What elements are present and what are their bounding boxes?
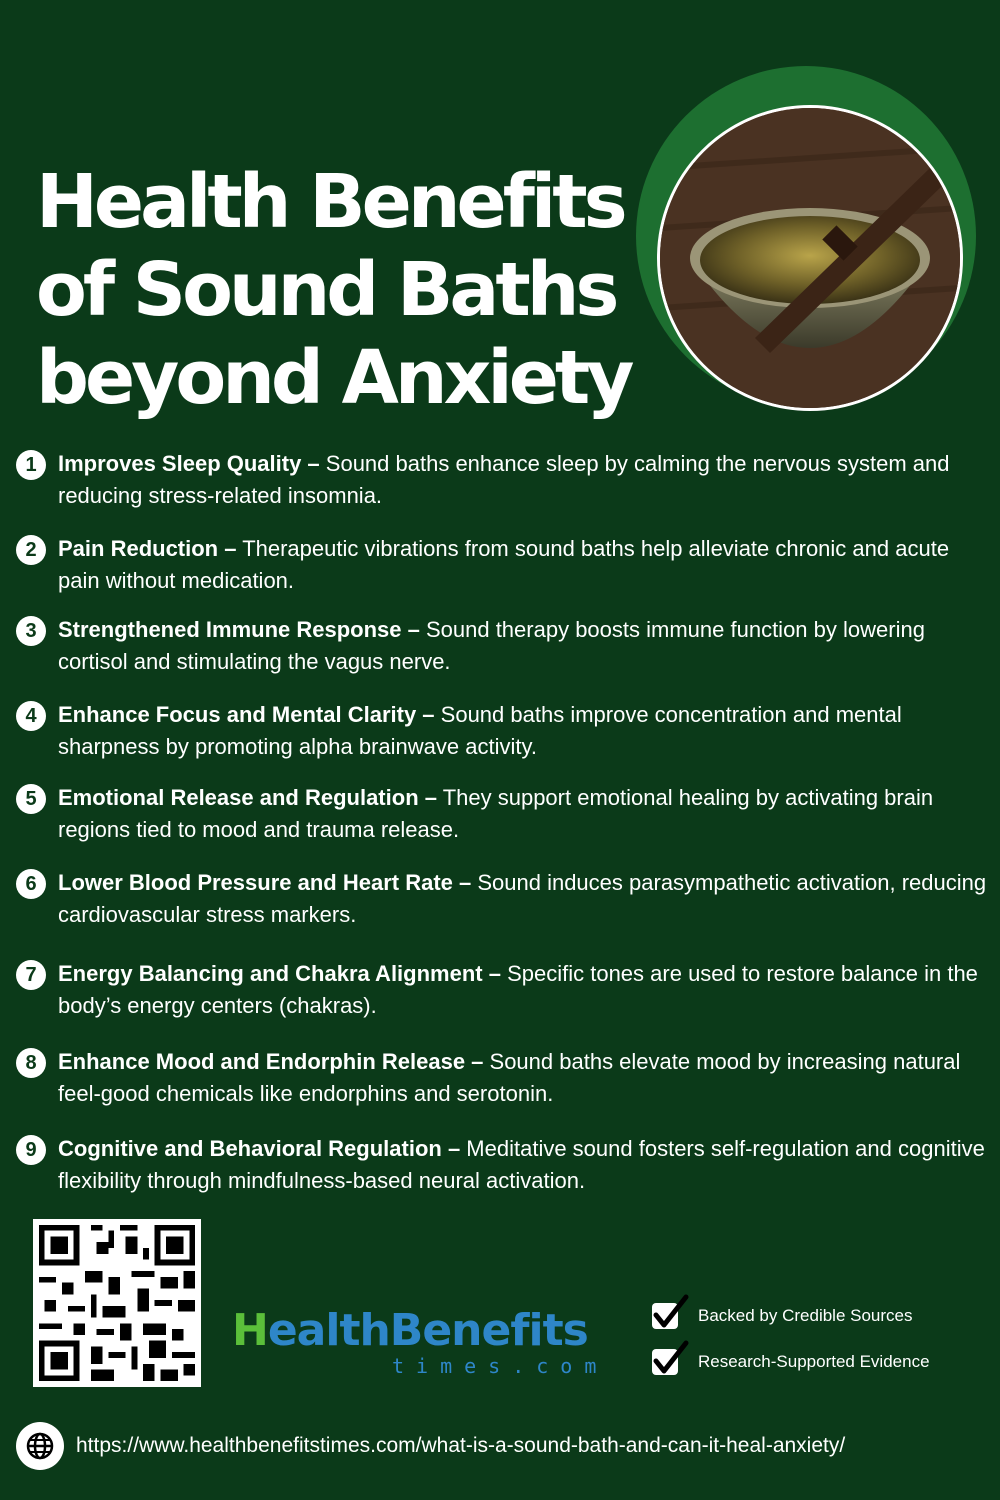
benefit-description: Sound baths elevate mood by increasing natural feel-good chemicals like endorphins and serotonin. (58, 1049, 961, 1106)
logo-subtext: times.com (392, 1354, 609, 1378)
singing-bowl-photo (657, 105, 963, 411)
list-item (16, 699, 991, 763)
benefit-description: Sound induces parasympathetic activation, reducing cardiovascular stress markers. (58, 870, 987, 927)
benefit-heading: Emotional Release and Regulation – (58, 785, 437, 810)
benefit-heading: Enhance Focus and Mental Clarity – (58, 702, 435, 727)
benefit-description: Specific tones are used to restore balance in the body’s energy centers (chakras). (58, 961, 978, 1018)
benefit-description: Sound baths enhance sleep by calming the nervous system and reducing stress-related insomnia. (58, 451, 950, 508)
list-item (16, 867, 991, 931)
benefit-heading: Strengthened Immune Response – (58, 617, 420, 642)
list-item (16, 782, 991, 846)
qr-code[interactable] (33, 1219, 201, 1387)
benefit-text (58, 1046, 991, 1110)
benefit-description: Sound therapy boosts immune function by lowering cortisol and stimulating the vagus nerve. (58, 617, 925, 674)
globe-icon (16, 1422, 64, 1470)
logo-main-text: ealthBenefits (267, 1305, 588, 1356)
source-url-link[interactable]: https://www.healthbenefitstimes.com/what-is-a-sound-bath-and-can-it-heal-anxiety/ (76, 1434, 846, 1457)
number-badge: 5 (16, 784, 46, 814)
benefit-text (58, 614, 991, 678)
benefit-text (58, 699, 991, 763)
benefit-text (58, 1133, 991, 1197)
number-badge: 2 (16, 535, 46, 565)
check-label: Research-Supported Evidence (698, 1352, 930, 1371)
number-badge: 7 (16, 960, 46, 990)
check-item (652, 1303, 982, 1329)
number-badge: 8 (16, 1048, 46, 1078)
benefit-heading: Pain Reduction – (58, 536, 237, 561)
logo-wordmark (232, 1306, 592, 1356)
check-label: Backed by Credible Sources (698, 1306, 913, 1325)
list-item (16, 614, 991, 678)
source-link-row (16, 1422, 986, 1470)
list-item (16, 958, 991, 1022)
benefit-text (58, 958, 991, 1022)
benefit-heading: Cognitive and Behavioral Regulation – (58, 1136, 461, 1161)
checkmark-icon (652, 1349, 678, 1375)
list-item (16, 448, 991, 512)
number-badge: 1 (16, 450, 46, 480)
benefit-heading: Energy Balancing and Chakra Alignment – (58, 961, 501, 986)
benefit-description: Therapeutic vibrations from sound baths help alleviate chronic and acute pain without medication. (58, 536, 950, 593)
benefit-text (58, 448, 991, 512)
number-badge: 9 (16, 1135, 46, 1165)
page-title (36, 158, 636, 422)
benefit-text (58, 782, 991, 846)
benefit-heading: Enhance Mood and Endorphin Release – (58, 1049, 484, 1074)
list-item (16, 1133, 991, 1197)
checkmark-icon (652, 1303, 678, 1329)
benefit-text (58, 533, 991, 597)
title-line-2: of Sound Baths (36, 246, 616, 333)
check-item (652, 1349, 982, 1375)
list-item (16, 533, 991, 597)
number-badge: 6 (16, 869, 46, 899)
logo-letter-h: H (232, 1305, 268, 1356)
number-badge: 3 (16, 616, 46, 646)
benefit-heading: Lower Blood Pressure and Heart Rate – (58, 870, 472, 895)
healthbenefits-logo[interactable] (232, 1305, 609, 1388)
benefit-description: They support emotional healing by activating brain regions tied to mood and trauma release. (58, 785, 934, 842)
title-line-1: Health Benefits (36, 158, 624, 245)
list-item (16, 1046, 991, 1110)
benefit-description: Sound baths improve concentration and mental sharpness by promoting alpha brainwave activity. (58, 702, 902, 759)
title-line-3: beyond Anxiety (36, 334, 631, 421)
benefit-text (58, 867, 991, 931)
benefit-heading: Improves Sleep Quality – (58, 451, 320, 476)
benefit-description: Meditative sound fosters self-regulation and cognitive flexibility through mindfulness-based neural activation. (58, 1136, 985, 1193)
number-badge: 4 (16, 701, 46, 731)
